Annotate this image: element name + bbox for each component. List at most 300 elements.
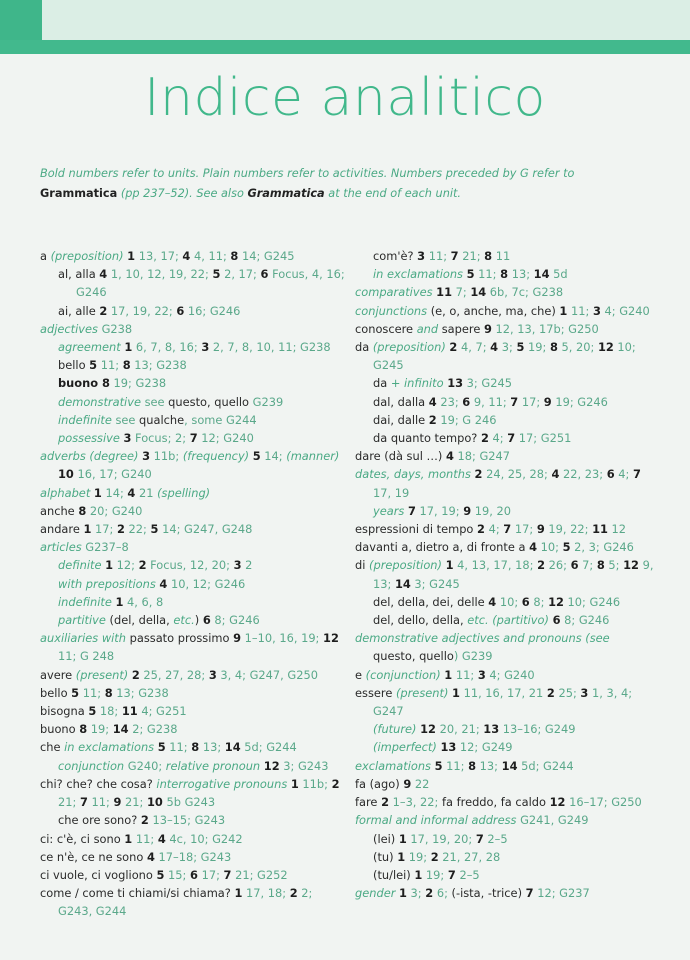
index-entry-text: ) G239: [453, 649, 493, 664]
index-entry: [40, 720, 345, 738]
index-entry-text: 12: [607, 522, 627, 537]
index-entry: [355, 629, 655, 665]
index-entry-text: 17, 19;: [415, 503, 464, 518]
index-entry-text: questo, quello: [373, 649, 454, 664]
index-entry-text: 2: [430, 849, 439, 864]
index-entry-text: 7: [507, 431, 516, 446]
index-entry-text: 8: [468, 758, 477, 773]
index-entry-text: 2: [474, 467, 483, 482]
index-entry-text: 4, 13, 17, 18;: [453, 558, 538, 573]
index-entry-text: 5d: [549, 267, 568, 282]
index-entry-text: espressioni di tempo: [355, 522, 478, 537]
intro-part-1: Bold numbers refer to units. Plain numbers refer to activities. Numbers preceded by G refer to: [40, 167, 575, 180]
index-entry-text: 1, 10, 12, 19, 22;: [107, 267, 213, 282]
index-entry-text: 9: [483, 321, 492, 336]
index-entry-text: 9: [113, 795, 122, 810]
index-entry-text: conjunctions: [355, 303, 431, 318]
index-entry-text: possessive: [58, 431, 124, 446]
index-entry-text: 22: [411, 776, 430, 791]
index-entry-text: G240;: [127, 758, 166, 773]
index-entry-text: 6: [190, 867, 198, 882]
index-entry-text: 8; G246: [560, 613, 610, 628]
index-entry-text: 1: [398, 831, 407, 846]
index-entry-text: 17;: [91, 522, 117, 537]
index-subentry: [40, 811, 345, 829]
index-subentry: [355, 720, 655, 738]
index-entry-text: 17; G251: [515, 431, 572, 446]
index-entry-text: 12: [420, 722, 436, 737]
index-entry-text: 9: [403, 776, 412, 791]
header-stripe: [0, 40, 690, 54]
index-entry-text: 17;: [197, 867, 224, 882]
index-entry-text: (-ista, -trice): [451, 886, 526, 901]
index-entry-text: andare: [40, 522, 84, 537]
index-entry-text: 4;: [488, 431, 508, 446]
index-entry-text: 5: [88, 704, 97, 719]
index-entry-text: 17, 18;: [242, 886, 290, 901]
index-entry-text: 8: [549, 340, 558, 355]
index-entry-text: 4: [182, 249, 191, 263]
index-entry-text: fare: [355, 795, 382, 810]
index-entry-text: 5: [89, 358, 98, 373]
intro-bold-2: Grammatica: [247, 187, 325, 200]
index-entry-text: 9: [536, 522, 545, 537]
index-entry: [355, 556, 655, 592]
index-entry: [40, 320, 345, 338]
index-entry: [40, 884, 345, 920]
index-entry-text: ci: c'è, ci sono: [40, 831, 125, 846]
index-entry-text: 13; G238: [112, 685, 169, 700]
index-entry-text: 11;: [442, 758, 469, 773]
index-entry-text: 5: [516, 340, 525, 355]
index-entry-text: (preposition): [50, 249, 128, 263]
index-entry-text: 9, 13;: [373, 558, 654, 591]
index-entry-text: 1: [559, 303, 568, 318]
index-entry-text: davanti a, dietro a, di fronte a: [355, 540, 530, 555]
index-entry: [40, 629, 345, 665]
index-entry-text: 19;: [87, 722, 113, 737]
index-entry: [355, 520, 655, 538]
index-subentry: [355, 247, 655, 265]
index-subentry: [40, 556, 345, 574]
index-entry-text: com'è?: [373, 249, 418, 263]
index-entry-text: essere: [355, 685, 396, 700]
index-entry-text: 2: [241, 558, 253, 573]
index-entry-text: del, dello, della,: [373, 613, 468, 628]
index-entry-text: relative pronoun: [165, 758, 264, 773]
index-entry-text: (preposition): [372, 340, 450, 355]
index-subentry: [355, 738, 655, 756]
index-subentry: [355, 393, 655, 411]
index-entry-text: 14: [470, 285, 487, 300]
index-entry-text: (spelling): [157, 485, 211, 500]
index-entry-text: 3; G245: [410, 576, 460, 591]
index-entry-text: e: [355, 667, 366, 682]
index-entry-text: 13;: [508, 267, 534, 282]
index-entry-text: 2: [546, 685, 555, 700]
index-entry-text: 14;: [101, 485, 128, 500]
index-entry-text: gender: [355, 886, 399, 901]
index-entry-text: 12; G249: [456, 740, 513, 755]
index-subentry: [355, 411, 655, 429]
index-entry: [40, 447, 345, 483]
index-entry-text: (future): [373, 722, 421, 737]
index-entry: [40, 830, 345, 848]
index-entry-text: 2: [138, 558, 147, 573]
index-entry-text: 1: [399, 886, 407, 901]
index-entry-text: 4: [428, 394, 437, 409]
index-entry-text: 2: [381, 795, 389, 810]
index-entry-text: buono: [40, 722, 80, 737]
index-entry-text: indefinite: [58, 412, 116, 427]
index-entry-text: 13: [447, 376, 464, 391]
index-entry-text: 11;: [567, 303, 593, 318]
index-entry-text: 21; G252: [231, 867, 288, 882]
index-entry-text: 2: [477, 522, 485, 537]
index-entry-text: 19; G238: [109, 376, 167, 391]
index-entry-text: 4: [551, 467, 560, 482]
index-entry-text: 2: [480, 431, 489, 446]
index-entry-text: indefinite: [58, 594, 116, 609]
index-entry-text: Focus; 2;: [131, 431, 190, 446]
index-entry-text: 5;: [604, 558, 624, 573]
index-entry-text: 2: [131, 667, 140, 682]
intro-part-3: at the end of each unit.: [324, 187, 462, 200]
index-entry-text: 11: [121, 704, 138, 719]
index-entry: [40, 484, 345, 502]
index-entry-text: 7;: [452, 285, 471, 300]
index-entry-text: 10: [146, 795, 163, 810]
index-entry-text: ai, alle: [58, 303, 100, 318]
index-entry: [40, 702, 345, 720]
index-entry-text: 4, 7;: [457, 340, 491, 355]
index-entry-text: 5, 20;: [557, 340, 598, 355]
index-entry-text: 11: [592, 522, 608, 537]
index-entry: [355, 338, 655, 374]
index-entry-text: 8: [104, 685, 113, 700]
index-entry-text: 3: [123, 431, 132, 446]
index-entry-text: articles: [40, 540, 86, 555]
index-entry-text: 24, 25, 28;: [482, 467, 552, 482]
index-entry-text: see: [115, 412, 140, 427]
index-entry-text: (e, o, anche, ma, che): [430, 303, 560, 318]
index-entry-text: 5b G243: [162, 795, 216, 810]
index-entry-text: 5: [252, 449, 261, 464]
index-entry-text: 14: [501, 758, 518, 773]
index-entry-text: 11b;: [298, 776, 332, 791]
index-entry-text: 7: [79, 795, 88, 810]
index-entry-text: 15;: [164, 867, 191, 882]
index-entry-text: 13, 17;: [135, 249, 183, 263]
index-entry-text: partitive: [58, 613, 110, 628]
index-entry-text: 22;: [124, 522, 151, 537]
index-entry-text: 7: [503, 522, 512, 537]
index-entry-text: 7: [407, 503, 416, 518]
index-entry-text: chi? che? che cosa?: [40, 776, 157, 791]
index-entry-text: 11; G 248: [58, 649, 115, 664]
index-entry-text: 11, 16, 17, 21: [459, 685, 547, 700]
index-column-left: [40, 247, 345, 921]
index-entry-text: 4: [445, 449, 454, 464]
index-entry-text: 5: [466, 267, 475, 282]
index-entry-text: 12: [623, 558, 639, 573]
index-entry: [355, 302, 655, 320]
index-entry-text: (tu): [373, 849, 398, 864]
index-entry-text: 26;: [545, 558, 571, 573]
index-entry-text: 2: [425, 886, 434, 901]
index-entry-text: 4: [127, 485, 136, 500]
index-entry-text: 13–16; G249: [499, 722, 576, 737]
index-entry-text: 6: [260, 267, 269, 282]
index-entry-text: 18; G247: [453, 449, 511, 464]
index-entry-text: bisogna: [40, 704, 89, 719]
index-subentry: [40, 393, 345, 411]
index-entry-text: comparatives: [355, 285, 437, 300]
index-entry: [355, 884, 655, 902]
index-entry-text: 19;: [524, 340, 550, 355]
index-entry-text: 4: [529, 540, 538, 555]
index-entry-text: and: [416, 321, 442, 336]
index-entry-text: 4: [157, 831, 166, 846]
index-entry-text: 1: [414, 867, 423, 882]
index-entry-text: 17, 19, 20;: [406, 831, 476, 846]
index-entry-text: 5: [71, 685, 80, 700]
index-entry-text: 12, 13, 17b; G250: [491, 321, 599, 336]
index-entry-text: da: [373, 376, 391, 391]
index-entry-text: 22, 23;: [559, 467, 607, 482]
index-entry-text: del, della, dei, delle: [373, 594, 489, 609]
index-entry-text: 2; G238: [128, 722, 178, 737]
index-subentry: [40, 374, 345, 392]
index-entry-text: 7: [475, 831, 484, 846]
index-entry-text: 21: [135, 485, 158, 500]
index-entry-text: 7: [450, 249, 459, 263]
index-entry-text: fa (ago): [355, 776, 404, 791]
index-entry-text: ci vuole, ci vogliono: [40, 867, 157, 882]
index-entry-text: (conjunction): [365, 667, 445, 682]
index-entry-text: 6: [462, 394, 471, 409]
index-subentry: [40, 757, 345, 775]
index-entry-text: , some G244: [184, 412, 257, 427]
index-entry-text: dates, days, months: [355, 467, 475, 482]
index-entry: [355, 757, 655, 775]
index-entry-text: 1: [93, 485, 102, 500]
index-entry-text: 21;: [58, 795, 80, 810]
index-entry-text: 20, 21;: [435, 722, 484, 737]
index-entry-text: 7;: [578, 558, 597, 573]
index-entry-text: 11;: [452, 667, 478, 682]
index-entry-text: 9: [233, 631, 242, 646]
index-entry: [355, 666, 655, 684]
index-entry-text: 4;: [614, 467, 634, 482]
index-entry: [355, 811, 655, 829]
index-entry: [355, 447, 655, 465]
index-entry-text: 10: [58, 467, 74, 482]
index-entry: [40, 520, 345, 538]
index-entry-text: 13;: [476, 758, 502, 773]
index-entry-text: 2–5: [455, 867, 480, 882]
index-entry-text: 1: [124, 831, 133, 846]
index-entry-text: 1: [124, 340, 133, 355]
index-entry-text: 2: [331, 776, 340, 791]
index-entry-text: 11b;: [150, 449, 183, 464]
index-entry-text: 12: [549, 795, 566, 810]
index-entry-text: 3; G243: [279, 758, 329, 773]
index-entry-text: sapere: [441, 321, 484, 336]
index-entry-text: 4: [490, 340, 499, 355]
index-entry-text: 8;: [529, 594, 549, 609]
index-entry-text: Focus, 4, 16; G246: [76, 267, 345, 300]
index-entry-text: (tu/lei): [373, 867, 415, 882]
index-entry-text: in exclamations: [373, 267, 467, 282]
index-entry-text: dare (dà sul …): [355, 449, 446, 464]
index-entry-text: 14: [224, 740, 241, 755]
index-entry-text: 23;: [436, 394, 463, 409]
index-entry-text: 11;: [79, 685, 105, 700]
index-entry-text: 2: [99, 303, 108, 318]
index-entry-text: with prepositions: [58, 576, 160, 591]
index-entry-text: questo, quello: [168, 394, 253, 409]
index-entry-text: che: [40, 740, 65, 755]
index-entry-text: demonstrative: [58, 394, 145, 409]
index-entry-text: 17, 19, 22;: [107, 303, 177, 318]
index-entry-text: 1: [83, 522, 92, 537]
index-entry: [40, 538, 345, 556]
index-entry-text: 8: [191, 740, 200, 755]
index-entry-text: 2: [449, 340, 458, 355]
index-entry-text: 3: [201, 340, 210, 355]
index-entry-text: 1: [290, 776, 299, 791]
index-entry-text: + infinito: [390, 376, 448, 391]
index-subentry: [40, 338, 345, 356]
index-entry-text: dai, dalle: [373, 412, 429, 427]
index-entry-text: (imperfect): [373, 740, 441, 755]
index-entry-text: 12: [597, 340, 614, 355]
index-subentry: [355, 374, 655, 392]
index-entry-text: 2; G243, G244: [58, 886, 313, 919]
index-entry-text: 4; G240: [485, 667, 535, 682]
index-entry-text: 10, 12; G246: [167, 576, 246, 591]
index-entry-text: 12: [263, 758, 280, 773]
index-entry: [40, 247, 345, 265]
index-entry-text: conjunction: [58, 758, 128, 773]
index-entry-text: conoscere: [355, 321, 417, 336]
index-entry-text: fa freddo, fa caldo: [442, 795, 550, 810]
index-entry-text: (frequency): [182, 449, 253, 464]
index-entry-text: a: [40, 249, 51, 263]
index-entry-text: 7: [633, 467, 641, 482]
index-entry-text: 6: [202, 613, 211, 628]
index-entry-text: 19; G 246: [436, 412, 497, 427]
index-subentry: [355, 265, 655, 283]
index-entry: [355, 283, 655, 301]
index-entry-text: 5: [562, 540, 571, 555]
index-entry-text: years: [373, 503, 408, 518]
index-entry-text: 14;: [260, 449, 287, 464]
index-entry-text: adverbs (degree): [40, 449, 143, 464]
index-entry-text: 6, 7, 8, 16;: [132, 340, 202, 355]
index-entry-text: 5d; G244: [517, 758, 574, 773]
index-entry-text: 8: [596, 558, 605, 573]
index-entry: [355, 320, 655, 338]
index-entry-text: G239: [252, 394, 284, 409]
index-entry-text: 12; G237: [533, 886, 590, 901]
index-entry-text: 12;: [113, 558, 139, 573]
index-entry-text: definite: [58, 558, 106, 573]
index-entry-text: di: [355, 558, 370, 573]
index-entry-text: 16; G246: [184, 303, 241, 318]
index-entry-text: 6b, 7c; G238: [486, 285, 564, 300]
index-entry-text: 1: [127, 249, 136, 263]
index-entry-text: alphabet: [40, 485, 94, 500]
index-entry-text: 4;: [484, 522, 504, 537]
index-entry-text: (manner): [286, 449, 340, 464]
index-entry-text: 3; G245: [463, 376, 512, 391]
index-entry-text: agreement: [58, 340, 125, 355]
index-entry-text: (del, della,: [109, 613, 174, 628]
index-entry-text: 1: [452, 685, 460, 700]
index-entry-text: 6: [176, 303, 185, 318]
index-entry-text: 3: [477, 667, 486, 682]
index-entry-text: 4: [146, 849, 155, 864]
index-subentry: [355, 830, 655, 848]
index-entry-text: 3: [592, 303, 601, 318]
index-entry-text: ce n'è, ce ne sono: [40, 849, 147, 864]
index-entry-text: 25, 27, 28;: [139, 667, 209, 682]
index-entry: [40, 775, 345, 811]
index-subentry: [355, 429, 655, 447]
index-entry-text: auxiliaries with: [40, 631, 130, 646]
index-entry-text: 9, 11;: [470, 394, 511, 409]
index-entry-text: 11;: [97, 358, 123, 373]
index-entry-text: 11: [492, 249, 511, 263]
index-entry-text: 10;: [537, 540, 563, 555]
index-subentry: [40, 593, 345, 611]
index-entry-text: G238: [101, 321, 133, 336]
index-entry-text: 19;: [405, 849, 431, 864]
index-entry-text: 5d; G244: [240, 740, 297, 755]
index-entry-text: 5: [434, 758, 443, 773]
index-subentry: [40, 411, 345, 429]
index-entry-text: ): [194, 613, 203, 628]
index-entry-text: 11;: [87, 795, 114, 810]
index-entry-text: 14: [394, 576, 411, 591]
index-entry: [355, 793, 655, 811]
index-entry-text: 17;: [518, 394, 544, 409]
index-entry-text: 8: [79, 722, 88, 737]
index-entry-text: 3;: [406, 886, 426, 901]
index-entry-text: 16, 17; G240: [73, 467, 152, 482]
intro-text: [40, 164, 640, 204]
index-entry-text: 6: [552, 613, 561, 628]
index-entry-text: come / come ti chiami/si chiama?: [40, 886, 235, 901]
index-entry: [40, 502, 345, 520]
index-entry-text: 10;: [496, 594, 522, 609]
index-entry-text: 4c, 10; G242: [165, 831, 243, 846]
index-entry-text: G241, G249: [520, 813, 589, 828]
index-entry-text: 21, 27, 28: [438, 849, 501, 864]
header-tab: [0, 0, 42, 40]
index-entry-text: 5: [157, 740, 166, 755]
index-entry-text: 11;: [165, 740, 192, 755]
index-entry-text: demonstrative adjectives and pronouns (see: [355, 631, 610, 646]
index-entry-text: 2–5: [483, 831, 508, 846]
index-entry-text: 16–17; G250: [565, 795, 642, 810]
index-entry-text: (lei): [373, 831, 399, 846]
index-subentry: [40, 429, 345, 447]
index-entry-text: 10; G246: [563, 594, 621, 609]
index-entry-text: 11;: [474, 267, 501, 282]
